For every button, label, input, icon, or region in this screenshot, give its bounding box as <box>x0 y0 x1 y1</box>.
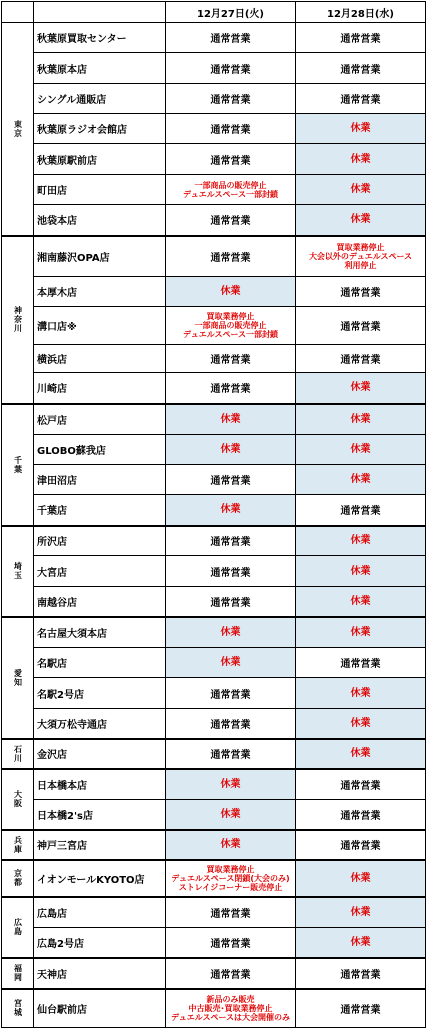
status-cell-day1: 通常営業 <box>166 144 296 175</box>
store-row <box>2 928 426 958</box>
status-cell-day2: 通常営業 <box>296 23 426 53</box>
status-cell-day2: 通常営業 <box>296 53 426 84</box>
store-name: 所沢店 <box>34 526 166 556</box>
status-cell-day2: 通常営業 <box>296 307 426 345</box>
status-cell-day1: 通常営業 <box>166 709 296 739</box>
store-row <box>2 84 426 114</box>
store-row <box>2 989 426 1028</box>
region-label: 広島 <box>2 897 34 958</box>
store-row <box>2 175 426 205</box>
store-row <box>2 709 426 739</box>
store-name: 日本橋2's店 <box>34 800 166 830</box>
status-cell-day1: 通常営業 <box>166 236 296 277</box>
region-label: 神奈川 <box>2 236 34 404</box>
status-cell-day1: 休業 <box>166 800 296 830</box>
store-row <box>2 739 426 769</box>
store-name: 横浜店 <box>34 345 166 373</box>
status-cell-day2: 休業 <box>296 114 426 144</box>
status-cell-day1: 一部商品の販売停止 デュエルスペース一部封鎖 <box>166 175 296 205</box>
store-name: 溝口店※ <box>34 307 166 345</box>
store-row <box>2 769 426 800</box>
status-cell-day2: 休業 <box>296 526 426 556</box>
store-row <box>2 23 426 53</box>
store-hours-table <box>1 1 426 1028</box>
status-cell-day2: 通常営業 <box>296 495 426 526</box>
status-cell-day1: 通常営業 <box>166 928 296 958</box>
status-cell-day1: 新品のみ販売 中古販売･買取業務停止 デュエルスペースは大会開催のみ <box>166 989 296 1028</box>
store-row <box>2 860 426 897</box>
status-cell-day2: 通常営業 <box>296 958 426 989</box>
store-row <box>2 648 426 678</box>
store-row <box>2 958 426 989</box>
store-name: 南越谷店 <box>34 587 166 617</box>
region-label: 福岡 <box>2 958 34 989</box>
status-cell-day2: 休業 <box>296 897 426 928</box>
status-cell-day1: 通常営業 <box>166 587 296 617</box>
store-row <box>2 144 426 175</box>
status-cell-day1: 通常営業 <box>166 897 296 928</box>
status-cell-day2: 休業 <box>296 435 426 465</box>
status-cell-day1: 通常営業 <box>166 373 296 404</box>
header-date-2: 12月28日(水) <box>296 2 426 23</box>
status-cell-day1: 通常営業 <box>166 23 296 53</box>
status-cell-day1: 通常営業 <box>166 556 296 587</box>
status-cell-day2: 休業 <box>296 205 426 236</box>
status-cell-day1: 通常営業 <box>166 84 296 114</box>
store-row <box>2 830 426 860</box>
status-cell-day1: 通常営業 <box>166 526 296 556</box>
store-row <box>2 435 426 465</box>
store-name: 名駅店 <box>34 648 166 678</box>
status-cell-day1: 通常営業 <box>166 678 296 709</box>
status-cell-day2: 休業 <box>296 678 426 709</box>
store-row <box>2 53 426 84</box>
header-row <box>2 2 426 23</box>
status-cell-day2: 休業 <box>296 739 426 769</box>
status-cell-day2: 通常営業 <box>296 648 426 678</box>
store-row <box>2 617 426 648</box>
store-row <box>2 277 426 307</box>
status-cell-day1: 休業 <box>166 404 296 435</box>
store-name: 仙台駅前店 <box>34 989 166 1028</box>
status-cell-day2: 休業 <box>296 144 426 175</box>
status-cell-day1: 通常営業 <box>166 53 296 84</box>
status-cell-day2: 買取業務停止 大会以外のデュエルスペース 利用停止 <box>296 236 426 277</box>
store-row <box>2 307 426 345</box>
status-cell-day2: 通常営業 <box>296 277 426 307</box>
store-name: 天神店 <box>34 958 166 989</box>
store-name: 大宮店 <box>34 556 166 587</box>
store-name: 秋葉原本店 <box>34 53 166 84</box>
store-row <box>2 526 426 556</box>
store-name: 本厚木店 <box>34 277 166 307</box>
status-cell-day1: 休業 <box>166 435 296 465</box>
store-row <box>2 465 426 495</box>
status-cell-day1: 休業 <box>166 648 296 678</box>
header-date-1: 12月27日(火) <box>166 2 296 23</box>
status-cell-day1: 休業 <box>166 830 296 860</box>
store-name: 川崎店 <box>34 373 166 404</box>
region-label: 京都 <box>2 860 34 897</box>
store-name: GLOBO蘇我店 <box>34 435 166 465</box>
region-label: 石川 <box>2 739 34 769</box>
store-name: 神戸三宮店 <box>34 830 166 860</box>
status-cell-day1: 通常営業 <box>166 958 296 989</box>
status-cell-day2: 休業 <box>296 709 426 739</box>
status-cell-day2: 休業 <box>296 617 426 648</box>
status-cell-day2: 休業 <box>296 373 426 404</box>
status-cell-day2: 通常営業 <box>296 84 426 114</box>
store-name: 大須万松寺通店 <box>34 709 166 739</box>
status-cell-day2: 通常営業 <box>296 800 426 830</box>
store-name: 町田店 <box>34 175 166 205</box>
status-cell-day1: 休業 <box>166 617 296 648</box>
store-name: 金沢店 <box>34 739 166 769</box>
store-name: 湘南藤沢OPA店 <box>34 236 166 277</box>
store-row <box>2 345 426 373</box>
store-row <box>2 587 426 617</box>
header-blank-region <box>2 2 34 23</box>
store-name: 広島2号店 <box>34 928 166 958</box>
store-name: 広島店 <box>34 897 166 928</box>
store-name: 名古屋大須本店 <box>34 617 166 648</box>
status-cell-day2: 休業 <box>296 928 426 958</box>
status-cell-day1: 通常営業 <box>166 345 296 373</box>
store-name: イオンモールKYOTO店 <box>34 860 166 897</box>
store-name: 秋葉原駅前店 <box>34 144 166 175</box>
store-row <box>2 897 426 928</box>
store-row <box>2 495 426 526</box>
store-row <box>2 800 426 830</box>
status-cell-day2: 通常営業 <box>296 989 426 1028</box>
store-row <box>2 404 426 435</box>
store-name: 秋葉原ラジオ会館店 <box>34 114 166 144</box>
status-cell-day2: 休業 <box>296 404 426 435</box>
region-label: 東京 <box>2 23 34 236</box>
status-cell-day2: 休業 <box>296 556 426 587</box>
status-cell-day2: 休業 <box>296 587 426 617</box>
status-cell-day1: 休業 <box>166 277 296 307</box>
region-label: 千葉 <box>2 404 34 526</box>
status-cell-day2: 休業 <box>296 175 426 205</box>
store-name: 池袋本店 <box>34 205 166 236</box>
status-cell-day1: 買取業務停止 デュエルスペース閉鎖(大会のみ) ストレイジコーナー販売停止 <box>166 860 296 897</box>
region-label: 愛知 <box>2 617 34 739</box>
status-cell-day1: 買取業務停止 一部商品の販売停止 デュエルスペース一部封鎖 <box>166 307 296 345</box>
status-cell-day1: 通常営業 <box>166 465 296 495</box>
status-cell-day2: 通常営業 <box>296 345 426 373</box>
status-cell-day1: 休業 <box>166 769 296 800</box>
store-row <box>2 556 426 587</box>
status-cell-day2: 通常営業 <box>296 830 426 860</box>
store-name: シングル通販店 <box>34 84 166 114</box>
status-cell-day2: 休業 <box>296 860 426 897</box>
region-label: 宮城 <box>2 989 34 1028</box>
store-name: 松戸店 <box>34 404 166 435</box>
store-name: 名駅2号店 <box>34 678 166 709</box>
region-label: 兵庫 <box>2 830 34 860</box>
store-row <box>2 205 426 236</box>
store-row <box>2 373 426 404</box>
store-row <box>2 678 426 709</box>
store-name: 秋葉原買取センター <box>34 23 166 53</box>
status-cell-day1: 休業 <box>166 495 296 526</box>
store-hours-body <box>2 2 426 1028</box>
region-label: 大阪 <box>2 769 34 830</box>
status-cell-day2: 通常営業 <box>296 769 426 800</box>
store-row <box>2 236 426 277</box>
store-name: 津田沼店 <box>34 465 166 495</box>
store-row <box>2 114 426 144</box>
header-blank-store <box>34 2 166 23</box>
status-cell-day2: 休業 <box>296 465 426 495</box>
status-cell-day1: 通常営業 <box>166 114 296 144</box>
store-name: 日本橋本店 <box>34 769 166 800</box>
status-cell-day1: 通常営業 <box>166 205 296 236</box>
store-name: 千葉店 <box>34 495 166 526</box>
status-cell-day1: 通常営業 <box>166 739 296 769</box>
region-label: 埼玉 <box>2 526 34 617</box>
